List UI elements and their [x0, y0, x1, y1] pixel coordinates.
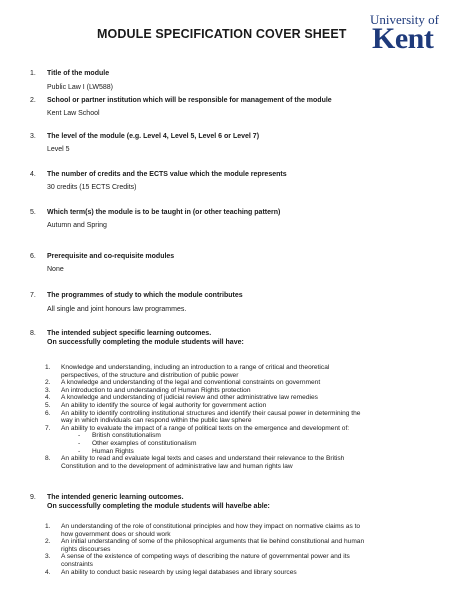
item-text: An initial understanding of some of the philosophical arguments that lie behind constitutional and human [61, 538, 365, 546]
item-number: 3. [45, 553, 51, 561]
section-heading: The number of credits and the ECTS value which the module represents [47, 171, 287, 178]
item-text: constraints [61, 560, 93, 568]
item-number: 5. [45, 401, 51, 409]
item-number: 1. [45, 523, 51, 530]
item-text: An ability to conduct basic research by using legal databases and library sources [61, 568, 297, 576]
section-number: 6. [30, 253, 36, 260]
section-heading: The intended subject specific learning outcomes. [47, 330, 212, 337]
list-item [30, 553, 450, 568]
item-text: way in which individuals can respond within the public law sphere [61, 417, 252, 425]
section-answer: None [47, 266, 64, 273]
item-number: 6. [45, 409, 51, 417]
item-text: British constitutionalism [92, 432, 161, 440]
university-logo [370, 12, 466, 54]
item-text: An ability to identify controlling institutional structures and identify their causal power in determining the [61, 409, 361, 417]
sub-list-item [30, 448, 450, 456]
section-heading: School or partner institution which will be responsible for management of the module [47, 97, 332, 104]
section-answer: Kent Law School [47, 110, 100, 117]
list-item [30, 569, 450, 577]
section-answer: 30 credits (15 ECTS Credits) [47, 184, 137, 191]
logo-line-2: Kent [372, 22, 434, 55]
list-item [30, 364, 450, 379]
list-item [30, 538, 450, 553]
item-text: An ability to identify the source of legal authority for government action [61, 401, 267, 409]
list-item [30, 410, 450, 425]
item-number: 2. [45, 538, 51, 546]
item-number: 1. [45, 364, 51, 371]
item-text: Constitution and to the development of administrative law and human rights law [61, 462, 293, 470]
sub-list-item [30, 432, 450, 440]
bullet-dash: - [78, 447, 81, 455]
item-text: An ability to evaluate the impact of a range of political texts on the emergence and development of: [61, 424, 350, 432]
section-number: 2. [30, 97, 36, 104]
section-number: 9. [30, 494, 36, 501]
item-text: Other examples of constitutionalism [92, 439, 197, 447]
bullet-dash: - [78, 439, 81, 447]
item-text: An ability to read and evaluate legal texts and cases and understand their relevance to the British [61, 455, 345, 463]
page-title: MODULE SPECIFICATION COVER SHEET [97, 27, 347, 41]
section-answer: All single and joint honours law programmes. [47, 306, 187, 313]
item-number: 2. [45, 379, 51, 387]
section-number: 8. [30, 330, 36, 337]
section-answer: Level 5 [47, 146, 70, 153]
item-text: A knowledge and understanding of judicial review and other administrative law remedies [61, 394, 318, 402]
sub-list-item [30, 440, 450, 448]
list-item [30, 425, 450, 433]
item-text: rights discourses [61, 545, 111, 553]
item-text: how government does or should work [61, 530, 171, 538]
item-number: 3. [45, 386, 51, 394]
section-9 [30, 493, 450, 511]
list-item [30, 379, 450, 387]
section-number: 4. [30, 171, 36, 178]
learning-outcomes-list-8 [30, 364, 450, 470]
item-text: A sense of the existence of competing ways of describing the nature of governmental power and its [61, 553, 350, 561]
section-8 [30, 329, 450, 347]
item-number: 7. [45, 424, 51, 432]
section-heading: The intended generic learning outcomes. [47, 494, 184, 501]
list-item [30, 402, 450, 410]
section-heading: Which term(s) the module is to be taught in (or other teaching pattern) [47, 209, 281, 216]
list-item [30, 523, 450, 538]
section-answer: Public Law I (LW588) [47, 84, 114, 91]
bullet-dash: - [78, 432, 81, 440]
item-text: An introduction to and understanding of Human Rights protection [61, 386, 251, 394]
item-text: perspectives, of the structure and distribution of public power [61, 371, 239, 379]
item-number: 4. [45, 568, 51, 576]
item-text: An understanding of the role of constitutional principles and how they impact on normative claims as to [61, 523, 361, 530]
logo-line-1: University of [370, 12, 439, 27]
section-number: 5. [30, 209, 36, 216]
section-subheading: On successfully completing the module students will have/be able: [47, 503, 270, 510]
section-answer: Autumn and Spring [47, 222, 107, 229]
item-number: 8. [45, 455, 51, 463]
section-subheading: On successfully completing the module students will have: [47, 339, 244, 346]
learning-outcomes-list-9 [30, 523, 450, 576]
section-number: 1. [30, 70, 36, 77]
item-text: Knowledge and understanding, including an introduction to a range of critical and theoretical [61, 364, 330, 371]
section-heading: The level of the module (e.g. Level 4, Level 5, Level 6 or Level 7) [47, 133, 260, 140]
section-heading: Prerequisite and co-requisite modules [47, 253, 175, 260]
section-heading: The programmes of study to which the module contributes [47, 292, 243, 299]
list-item [30, 394, 450, 402]
list-item [30, 455, 450, 470]
item-text: Human Rights [92, 447, 134, 455]
section-number: 3. [30, 133, 36, 140]
section-heading: Title of the module [47, 70, 110, 77]
item-number: 4. [45, 394, 51, 402]
list-item [30, 387, 450, 395]
section-number: 7. [30, 292, 36, 299]
item-text: A knowledge and understanding of the legal and conventional constraints on government [61, 379, 321, 387]
